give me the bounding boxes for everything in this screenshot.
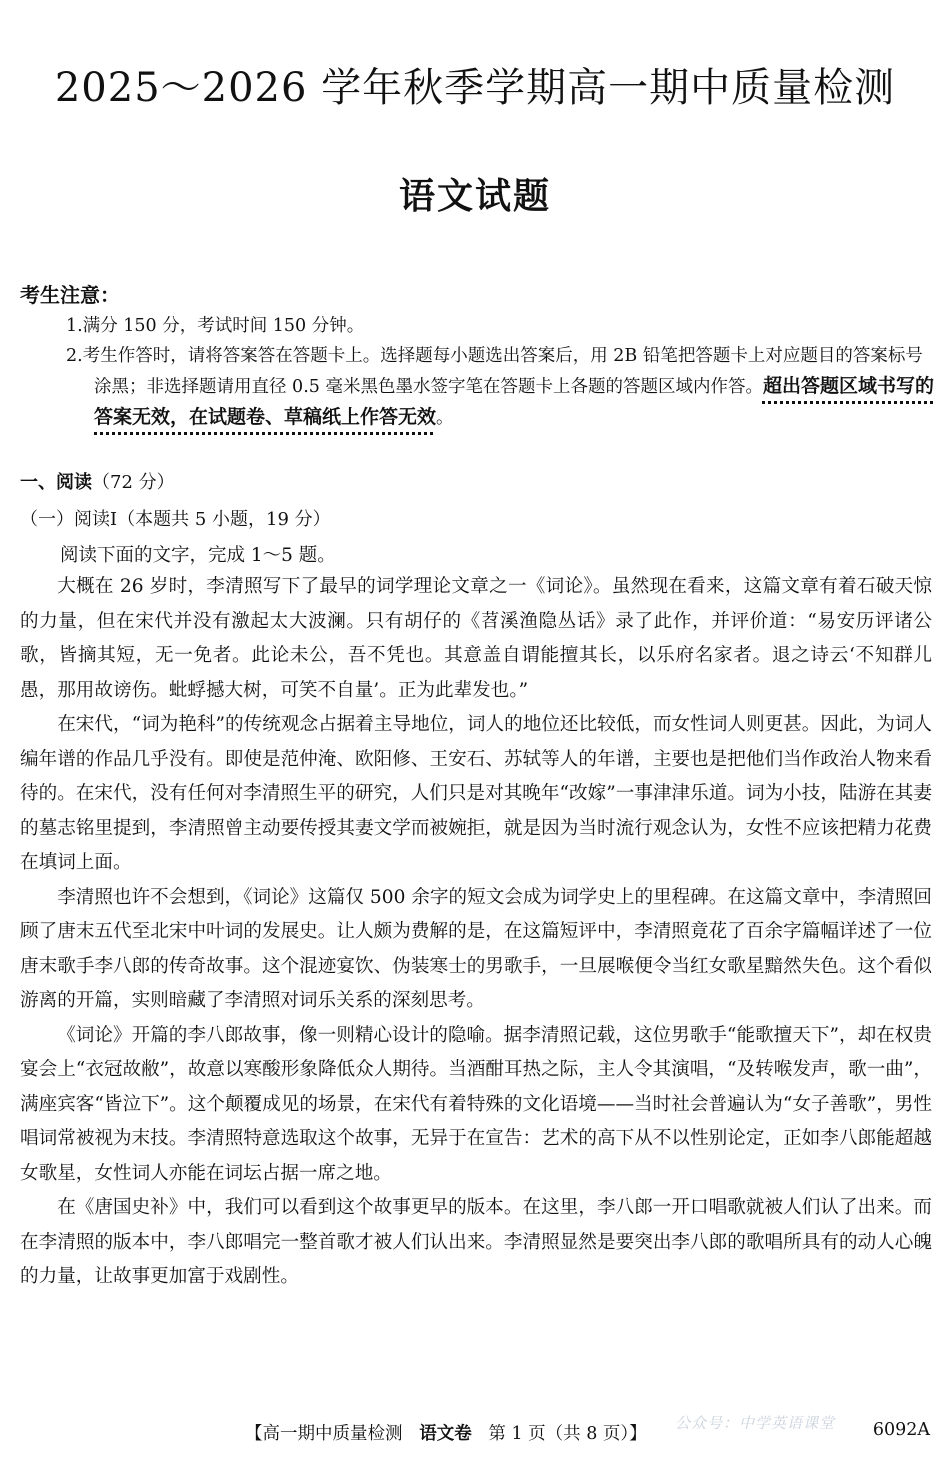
passage-paragraph: 大概在 26 岁时，李清照写下了最早的词学理论文章之一《词论》。虽然现在看来，这篇文章有着石破天惊的力量，但在宋代并没有激起太大波澜。只有胡仔的《苕溪渔隐丛话》录了此作，并评价道：“易安历评诸公歌，皆摘其短，无一免者。此论未公，吾不凭也。其意盖自谓能擅其长，以乐府名家者。退之诗云‘不知群儿愚，那用故谤伤。蚍蜉撼大树，可笑不自量’。正为此辈发也。” xyxy=(20,576,932,701)
footer-bracket-open: 【 xyxy=(245,1424,263,1444)
subject-title: 语文试题 xyxy=(398,176,551,217)
footer-exam-name: 高一期中质量检测 xyxy=(262,1424,403,1444)
exam-title: 2025～2026 学年秋季学期高一期中质量检测 xyxy=(54,65,896,111)
paper-code: 6092A xyxy=(872,1420,930,1440)
footer-page-info: 第 1 页（共 8 页） xyxy=(488,1424,630,1444)
section-heading xyxy=(20,468,175,494)
passage-paragraph: 《词论》开篇的李八郎故事，像一则精心设计的隐喻。据李清照记载，这位男歌手“能歌擅天下”，却在权贵宴会上“衣冠故敝”，故意以寒酸形象降低众人期待。当酒酣耳热之际，主人令其演唱，“及转喉发声，歌一曲”，满座宾客“皆泣下”。这个颠覆成见的场景，在宋代有着特殊的文化语境——当时社会普遍认为“女子善歌”，男性唱词常被视为末技。李清照特意选取这个故事，无异于在宣告：艺术的高下从不以性别论定，正如李八郎能超越女歌星，女性词人亦能在词坛占据一席之地。 xyxy=(20,1024,932,1184)
passage-paragraph: 在宋代，“词为艳科”的传统观念占据着主导地位，词人的地位还比较低，而女性词人则更甚。因此，为词人编年谱的作品几乎没有。即使是范仲淹、欧阳修、王安石、苏轼等人的年谱，主要也是把他们当作政治人物来看待的。在宋代，没有任何对李清照生平的研究，人们只是对其晚年“改嫁”一事津津乐道。词为小技，陆游在其妻的墓志铭里提到，李清照曾主动要传授其妻文学而被婉拒，就是因为当时流行观念认为，女性不应该把精力花费在填词上面。 xyxy=(20,714,932,873)
passage-paragraph: 在《唐国史补》中，我们可以看到这个故事更早的版本。在这里，李八郎一开口唱歌就被人们认了出来。而在李清照的版本中，李八郎唱完一整首歌才被人们认出来。李清照显然是要突出李八郎的歌唱所具有的动人心魄的力量，让故事更加富于戏剧性。 xyxy=(20,1197,932,1287)
page-footer xyxy=(245,1420,647,1445)
notice-emphasis: 超出答题区域书写的答案无效，在试题卷、草稿纸上作答无效 xyxy=(94,375,934,428)
passage xyxy=(20,570,932,1295)
footer-subject: 语文卷 xyxy=(419,1424,472,1444)
section-score: （72 分） xyxy=(92,472,175,493)
notice-heading: 考生注意： xyxy=(20,283,120,307)
section-title: 一、阅读 xyxy=(20,472,92,493)
notice-item-1: 1.满分 150 分，考试时间 150 分钟。 xyxy=(66,316,365,336)
reading-instruction: 阅读下面的文字，完成 1～5 题。 xyxy=(60,545,336,566)
notice-item-2-end: 。 xyxy=(436,408,454,428)
notice-item-2 xyxy=(66,341,936,433)
footer-bracket-close: 】 xyxy=(629,1424,647,1444)
watermark: 公众号：中学英语课堂 xyxy=(675,1414,836,1432)
reading-1-heading: （一）阅读Ⅰ（本题共 5 小题，19 分） xyxy=(20,509,331,530)
notice-item-2-text: 2.考生作答时，请将答案答在答题卡上。选择题每小题选出答案后，用 2B 铅笔把答题卡上对应题目的答案标号涂黑；非选择题请用直径 0.5 毫米黑色墨水签字笔在答题卡上各题的答题区域内作答。 xyxy=(66,346,923,397)
passage-paragraph: 李清照也许不会想到，《词论》这篇仅 500 余字的短文会成为词学史上的里程碑。在这篇文章中，李清照回顾了唐末五代至北宋中叶词的发展史。让人颇为费解的是，在这篇短评中，李清照竟花了百余字篇幅详述了一位唐末歌手李八郎的传奇故事。这个混迹宴饮、伪装寒士的男歌手，一旦展喉便令当红女歌星黯然失色。这个看似游离的开篇，实则暗藏了李清照对词乐关系的深刻思考。 xyxy=(20,886,932,1011)
